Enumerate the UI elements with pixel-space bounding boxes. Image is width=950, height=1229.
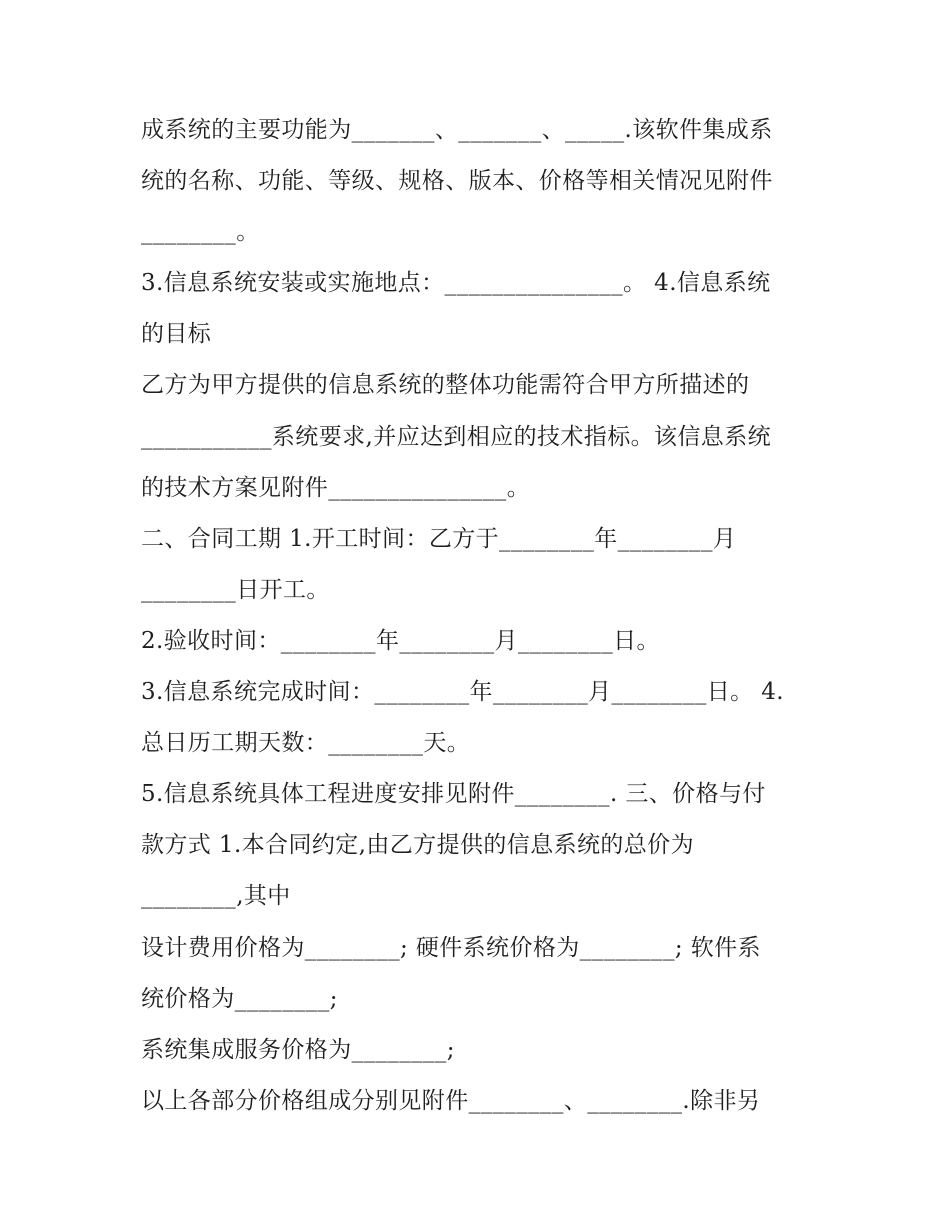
text-line: ________日开工。 <box>141 576 330 603</box>
contract-body <box>141 108 821 1130</box>
text-line: 统价格为________; <box>141 985 338 1012</box>
text-line: ___________系统要求,并应达到相应的技术指标。该信息系统 <box>141 423 772 450</box>
text-line: 总日历工期天数：________天。 <box>141 730 471 757</box>
text-line: 5.信息系统具体工程进度安排见附件________. 三、价格与付 <box>141 781 766 808</box>
text-line: 统的名称、功能、等级、规格、版本、价格等相关情况见附件 <box>141 168 773 195</box>
text-line: 款方式 1.本合同约定,由乙方提供的信息系统的总价为 <box>141 832 694 859</box>
text-line: 3.信息系统完成时间：________年________月________日。 4. <box>141 679 784 706</box>
text-line: 设计费用价格为________; 硬件系统价格为________; 软件系 <box>141 934 761 961</box>
text-line: 乙方为甲方提供的信息系统的整体功能需符合甲方所描述的 <box>141 372 750 399</box>
text-line: 系统集成服务价格为________; <box>141 1036 455 1063</box>
text-line: 以上各部分价格组成分别见附件________、________.除非另 <box>141 1087 761 1114</box>
text-line: 3.信息系统安装或实施地点：_______________。 4.信息系统 <box>141 270 771 297</box>
text-line: ________。 <box>141 219 260 246</box>
text-line: 的目标 <box>141 321 212 348</box>
text-line: 2.验收时间：________年________月________日。 <box>141 627 660 654</box>
text-line: 成系统的主要功能为_______、_______、_____.该软件集成系 <box>141 117 773 143</box>
text-line: ________,其中 <box>141 883 291 910</box>
text-line: 的技术方案见附件_______________。 <box>141 474 531 501</box>
text-line: 二、合同工期 1.开工时间：乙方于________年________月 <box>141 525 737 552</box>
